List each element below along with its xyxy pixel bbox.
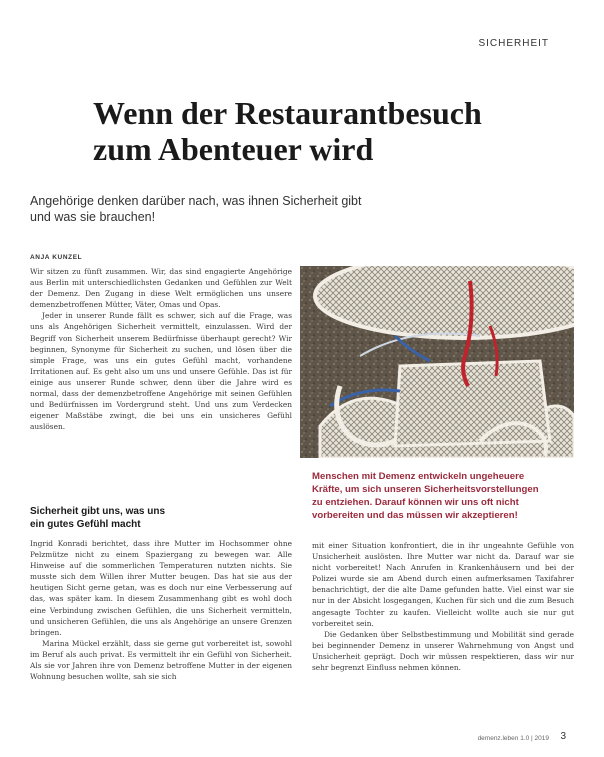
subheading-line: Sicherheit gibt uns, was uns	[30, 506, 166, 517]
article-photo	[300, 266, 574, 458]
body-paragraph: Wir sitzen zu fünft zusammen. Wir, das sind engagierte Angehörige aus Berlin mit unterschiedlichsten Gedanken und Gefühlen zur Welt der Demenz. Den Zugang in diese Welt ermöglichen uns unsere demenzbetroffenen Mütter, Väter, Omas und Opas.	[30, 267, 292, 310]
lead-line: Angehörige denken darüber nach, was ihnen Sicherheit gibt	[30, 194, 362, 208]
author-byline: ANJA KUNZEL	[30, 254, 83, 261]
body-paragraph: Marina Mückel erzählt, dass sie gerne gut vorbereitet ist, sowohl im Beruf als auch privat. Es vermittelt ihr ein Gefühl von Sicherheit. Als sie vor Jahren ihre von Demenz betroffene Mutter in der eigenen Wohnung besuchen wollte, sah sie sich	[30, 638, 292, 682]
body-column-left-top	[30, 266, 292, 486]
body-paragraph: Jeder in unserer Runde fällt es schwer, sich auf die Frage, was uns als Angehörigen Sicherheit vermittelt, einzulassen. Wird der Begriff von Sicherheit unserem Bedürfnisse überhaupt gerecht? Wir beginnen, Synonyme für Sicherheit zu suchen, und lösen über die simple Frage, was uns ein gutes Gefühl macht, vorhandene Irritationen auf. Es geht also um uns und unsere Gefühle. Das ist für einige aus unserer Runde schwer, denn über die Jahre wird es normal, dass der demenzbetroffene Angehörige mit seinen Gefühlen und Bedürfnissen im Vordergrund steht. Und uns zum Verdecken eigener Maßstäbe zwingt, die bei uns ein unsicheres Gefühl auslösen.	[30, 311, 292, 432]
body-paragraph: mit einer Situation konfrontiert, die in ihr ungeahnte Gefühle von Unsicherheit auslösten. Ihre Mutter war nicht da. Darauf war sie nicht vorbereitet! Nach Anrufen in Krankenhäusern und bei der Polizei wurde sie am Abend durch einen aufmerksamen Taxifahrer benachrichtigt, der die alte Dame gefunden hatte. Viel einst war sie nur in der Absicht losgegangen, Kuchen für sich und die zum Besuch angesagte Tochter zu kaufen. Vielleicht wollte auch sie nur gut vorbereitet sein.	[312, 541, 574, 628]
pull-quote-line: Kräfte, um sich unseren Sicherheitsvorstellungen	[312, 484, 539, 495]
body-column-left-bottom	[30, 538, 292, 748]
article-title	[93, 95, 563, 167]
body-paragraph: Die Gedanken über Selbstbestimmung und Mobilität sind gerade bei beginnender Demenz in unserer Wahrnehmung von Angst und Unsicherheit geprägt. Doch wir müssen respektieren, dass wir nur sehr begrenzt Einfluss nehmen können.	[312, 629, 574, 673]
page-footer: demenz.leben 1.0 | 2019	[477, 735, 549, 742]
pull-quote-line: vorbereiten und das müssen wir akzeptieren!	[312, 510, 518, 521]
body-column-right	[312, 540, 574, 748]
photo-credit: © Anja Kunzel/Mageon	[566, 360, 571, 406]
section-subheading	[30, 505, 270, 531]
article-lead	[30, 193, 450, 225]
page-number: 3	[560, 731, 566, 742]
lead-line: und was sie brauchen!	[30, 210, 156, 224]
section-label: SICHERHEIT	[478, 38, 549, 49]
subheading-line: ein gutes Gefühl macht	[30, 519, 141, 530]
title-line: Wenn der Restaurantbesuch	[93, 95, 482, 131]
title-line: zum Abenteuer wird	[93, 131, 374, 167]
garden-chair-photo	[300, 266, 574, 458]
body-paragraph: Ingrid Konradi berichtet, dass ihre Mutter im Hochsommer ohne Pelzmütze nicht zu einem Spaziergang zu bewegen war. Alle Hinweise auf die sommerlichen Temperaturen nutzten nichts. Sie musste sich dem Willen ihrer Mutter beugen. Das hat sie aus der heutigen Sicht gerne getan, was es doch nur eine Verbesserung auf das, was später kam. In diesem Zusammenhang gibt es wohl doch eine Verbindung zwischen Gefühlen, die uns Sicherheit vermitteln, und unsicheren Gefühlen, die uns als Angehörige an unsere Grenzen bringen.	[30, 539, 292, 637]
pull-quote-line: zu entziehen. Darauf können wir uns oft nicht	[312, 497, 519, 508]
pull-quote-line: Menschen mit Demenz entwickeln ungeheuere	[312, 471, 525, 482]
pull-quote	[312, 470, 574, 522]
